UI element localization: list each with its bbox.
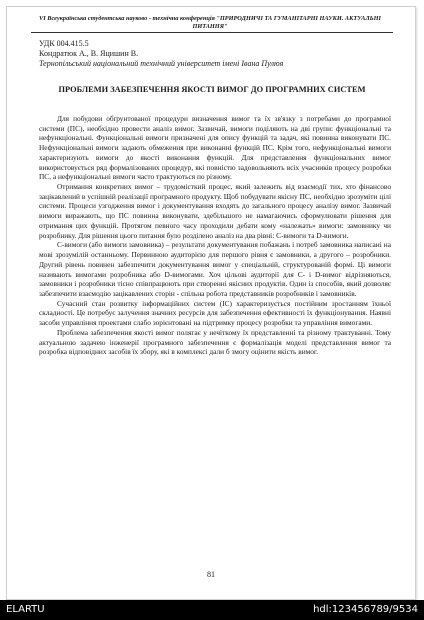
repository-brand: ELARTU xyxy=(6,604,45,615)
udc-code: УДК 004.415.5 xyxy=(39,39,89,48)
header-divider xyxy=(31,32,393,33)
paragraph: Для побудови обґрунтованої процедури визначення вимог та їх зв'язку з потребами до програмної системи (ПС), необхідно провести аналіз вимог. Зазвичай, вимоги поділяють на дві групи: функціональні та нефункціональні. Функціональні вимоги призначені для опису функцій та задач, які повинна виконувати ПС. Нефункціональні вимоги задають обмеження при виконанні функцій ПС. Крім того, нефункціональні вимоги характеризують вимоги до якості виконання функцій. Для представлення функціональних вимог використовується ряд формалізованих процедур, які повністю задовольняють всіх учасників процесу розробки ПС, а нефункціональні вимоги часто трактуються по різному. xyxy=(39,114,391,182)
article-title: ПРОБЛЕМИ ЗАБЕЗПЕЧЕННЯ ЯКОСТІ ВИМОГ ДО ПРОГРАМНИХ СИСТЕМ xyxy=(58,85,366,94)
paragraph: Отримання конкретних вимог – трудомісткий процес, який залежить від взаємодії тих, хто фінансово зацікавлений в успішній реалізації програмного продукту. Щоб побудувати якісну ПС, необхідно зрозуміти цілі системи. Процеси узгодження вимог і документування входять до загального процесу аналізу вимог. Зазвичай вимоги виражають, що ПС повинна виконувати, здебільшого не намагаючись сформулювати рішення для отримання цих функцій. Протягом певного часу проходили дебати кому «належать» вимоги: замовнику чи розробнику. Для рішення цього питання було розділено аналіз на два рівні: С-вимоги та D-вимоги. xyxy=(39,182,391,240)
paragraph: Проблема забезпечення якості вимог полягає у нечіткому їх представленні та різному трактуванні. Тому актуальною задачею інженерії програмного забезпечення є формалізація моделі представлення вимог та розробка відповідних засобів їх збору, які в комплексі дали б змогу оцінити якість вимог. xyxy=(39,327,391,357)
article-meta xyxy=(39,39,399,70)
affiliation: Тернопільський національний технічний університет імені Івана Пулюя xyxy=(39,59,284,69)
paragraph: С-вимоги (або вимоги замовника) – результати документування побажань і потреб замовника написані на мові зрозумілій останньому. Первинною аудиторією для першого рівня є замовники, а другого – розробники. Другий рівень повинен забезпечити документування вимог у спеціальній, структурованій формі. Ці вимоги називають вимогами розробника або D-вимогами. Хоч цільові аудиторії для С- і D-вимог відрізняються, замовники і розробники тісно співпрацюють при створенні якісних продуктів. Один із способів, який дозволяє забезпечити взаємодію зацікавлених сторін - спільна робота представників розробників і замовників. xyxy=(39,240,391,298)
authors: Кондратюк А., В. Яцишин В. xyxy=(39,49,139,59)
page-number: 81 xyxy=(207,570,215,579)
repository-footer xyxy=(0,600,424,620)
conference-header: VI Всеукраїнська студентська науково - технічна конференція "ПРИРОДНИЧІ ТА ГУМАНІТАРНІ НАУКИ. АКТУАЛЬНІ ПИТАННЯ" xyxy=(39,15,381,30)
document-page xyxy=(6,6,416,600)
repository-handle[interactable]: hdl:123456789/9534 xyxy=(313,604,418,615)
paragraph: Сучасний стан розвитку інформаційних систем (ІС) характеризується постійним зростанням їхньої складності. Це потребує залучення значних ресурсів для забезпечення ефективності їх функціонування. Наявні засоби управління проектами слабо зорієнтовані на підтримку процесу розробки та управління вимогами. xyxy=(39,298,391,328)
article-body xyxy=(39,114,391,357)
